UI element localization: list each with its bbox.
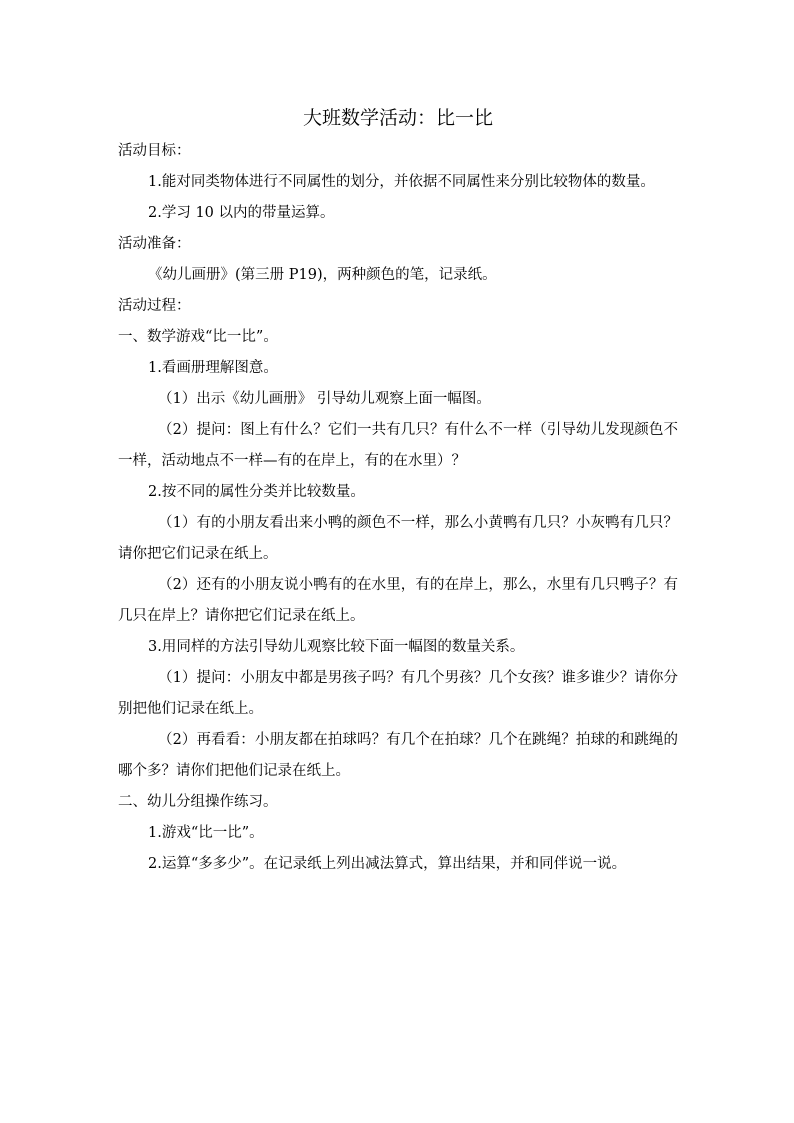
process-part-2-heading: 二、幼儿分组操作练习。	[118, 794, 278, 810]
goal-item-1: 1.能对同类物体进行不同属性的划分，并依据不同属性来分别比较物体的数量。	[148, 174, 655, 190]
process-substep-1-1: （1）出示《幼儿画册》 引导幼儿观察上面一幅图。	[158, 391, 491, 407]
section-heading-process: 活动过程：	[118, 298, 191, 314]
page-title: 大班数学活动：比一比	[302, 107, 493, 129]
process-step-1: 1.看画册理解图意。	[148, 360, 278, 376]
process-step-3: 3.用同样的方法引导幼儿观察比较下面一幅图的数量关系。	[148, 639, 525, 655]
section-heading-preparation: 活动准备：	[118, 236, 191, 252]
process-substep-2-2: （2）还有的小朋友说小鸭有的在水里，有的在岸上，那么，水里有几只鸭子？有几只在岸上？请你把它们记录在纸上。	[118, 577, 678, 624]
process-substep-3-2: （2）再看看：小朋友都在拍球吗？有几个在拍球？几个在跳绳？拍球的和跳绳的哪个多？请你们把他们记录在纸上。	[118, 732, 678, 779]
document-page	[118, 100, 678, 880]
practice-item-2: 2.运算“多多少”。在记录纸上列出减法算式，算出结果，并和同伴说一说。	[148, 856, 627, 872]
process-part-1-heading: 一、数学游戏“比一比”。	[118, 329, 278, 345]
process-substep-3-1: （1）提问：小朋友中都是男孩子吗？有几个男孩？几个女孩？谁多谁少？请你分别把他们记录在纸上。	[118, 670, 678, 717]
process-substep-2-1: （1）有的小朋友看出来小鸭的颜色不一样，那么小黄鸭有几只？小灰鸭有几只？请你把它们记录在纸上。	[118, 515, 678, 562]
practice-item-1: 1.游戏“比一比”。	[148, 825, 264, 841]
process-step-2: 2.按不同的属性分类并比较数量。	[148, 484, 365, 500]
preparation-text: 《幼儿画册》(第三册 P19)，两种颜色的笔，记录纸。	[148, 267, 497, 283]
process-substep-1-2: （2）提问：图上有什么？它们一共有几只？有什么不一样（引导幼儿发现颜色不一样，活动地点不一样—有的在岸上，有的在水里）？	[118, 422, 678, 469]
goal-item-2: 2.学习 10 以内的带量运算。	[148, 205, 335, 221]
section-heading-goals: 活动目标：	[118, 143, 191, 159]
